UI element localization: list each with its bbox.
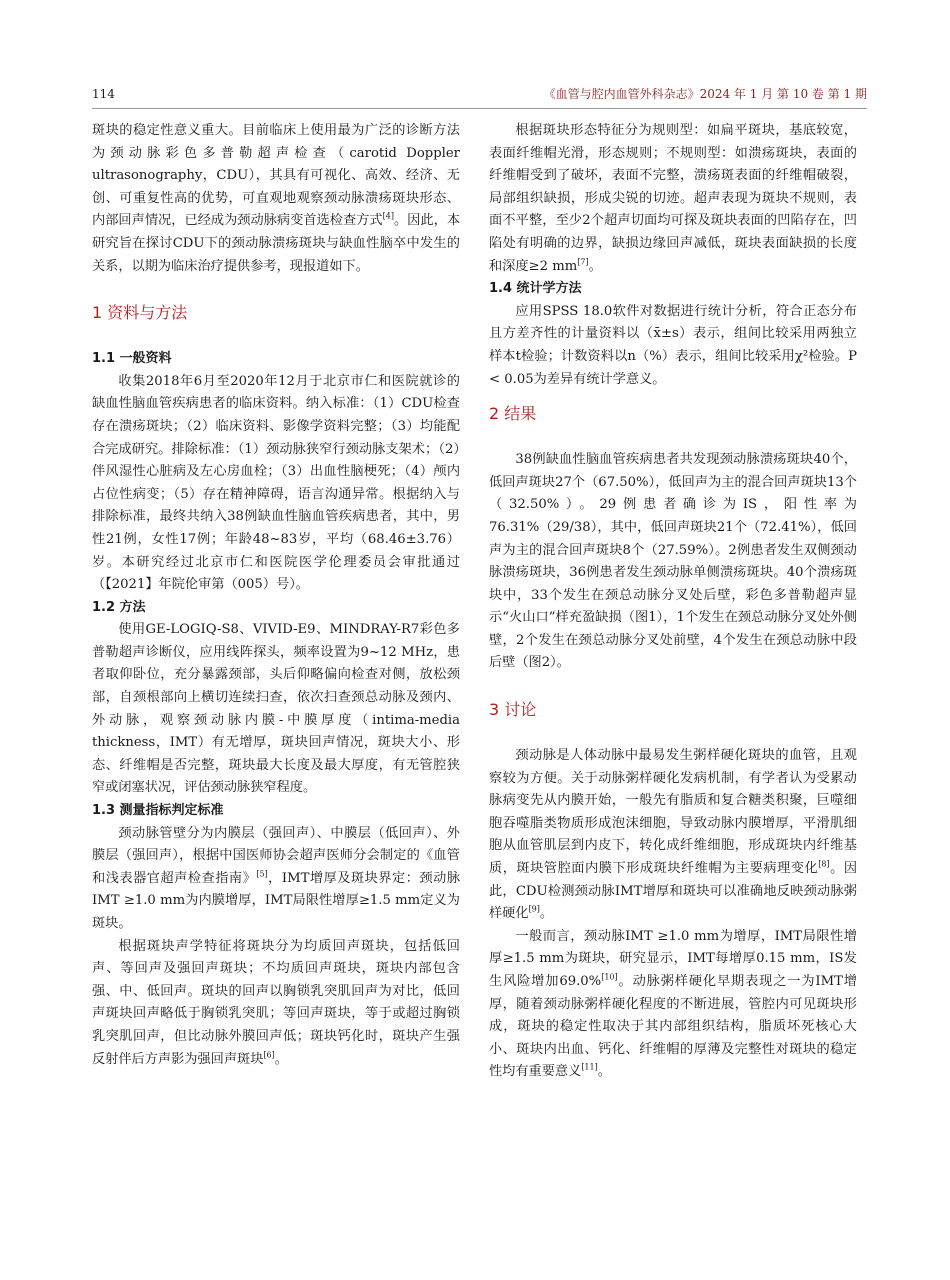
subsection-heading-general: 1.1 一般资料 [92,351,172,367]
paragraph-statistics: 应用SPSS 18.0软件对数据进行统计分析，符合正态分布且方差齐性的计量资料以（x̄±s）表示，组间比较采用两独立样本t检验；计数资料以n（%）表示，组间比较采用χ²检验。P < 0.05为差异有统计学意义。 [489,303,857,387]
citation-ref: [9] [528,904,540,914]
subsection-heading-statistics: 1.4 统计学方法 [489,281,582,297]
subsection-heading-criteria: 1.3 测量指标判定标准 [92,803,224,819]
citation-ref: [5] [256,869,268,879]
section-heading-discussion: 3 讨论 [489,700,537,720]
left-column [92,120,460,1071]
right-column [489,120,857,1084]
citation-ref: [7] [577,257,589,267]
journal-citation: 《血管与腔内血管外科杂志》2024 年 1 月 第 10 卷 第 1 期 [543,87,867,101]
citation-ref: [10] [601,972,618,982]
paragraph-discussion-2: 一般而言，颈动脉IMT ≥1.0 mm为增厚，IMT局限性增厚≥1.5 mm为斑块，研究显示，IMT每增厚0.15 mm，IS发生风险增加69.0%[10]。动脉粥样硬化早期表现之一为IMT增厚，随着颈动脉粥样硬化程度的不断进展，管腔内可见斑块形成，斑块的稳定性取决于其内部组织结构，脂质坏死核心大小、斑块内出血、钙化、纤维帽的厚薄及完整性对斑块的稳定性均有重要意义[11]。 [489,928,857,1080]
paragraph-general-data: 收集2018年6月至2020年12月于北京市仁和医院就诊的缺血性脑血管疾病患者的临床资料。纳入标准：（1）CDU检查存在溃疡斑块；（2）临床资料、影像学资料完整；（3）均能配合完成研究。排除标准：（1）颈动脉狭窄行颈动脉支架术；（2）伴风湿性心脏病及左心房血栓；（3）出血性脑梗死；（4）颅内占位性病变；（5）存在精神障碍，语言沟通异常。根据纳入与排除标准，最终共纳入38例缺血性脑血管疾病患者，其中，男性21例，女性17例；年龄48~83岁，平均（68.46±3.76）岁。本研究经过北京市仁和医院医学伦理委员会审批通过（【2021】年院伦审第（005）号）。 [92,373,460,593]
subsection-heading-method: 1.2 方法 [92,599,146,615]
paragraph-echo-classification: 根据斑块声学特征将斑块分为均质回声斑块，包括低回声、等回声及强回声斑块；不均质回声斑块，斑块内部包含强、中、低回声。斑块的回声以胸锁乳突肌回声为对比，低回声斑块回声略低于胸锁乳突肌；等回声斑块，等于或超过胸锁乳突肌回声，但比动脉外膜回声低；斑块钙化时，斑块产生强反射伴后方声影为强回声斑块[6]。 [92,938,460,1067]
page-number: 114 [92,87,115,101]
section-heading-methods: 1 资料与方法 [92,303,188,323]
paragraph-results: 38例缺血性脑血管疾病患者共发现颈动脉溃疡斑块40个，低回声斑块27个（67.50%），低回声为主的混合回声斑块13个（32.50%）。29例患者确诊为IS，阳性率为76.31%（29/38），其中，低回声斑块21个（72.41%），低回声为主的混合回声斑块8个（27.59%）。2例患者发生双侧颈动脉溃疡斑块，36例患者发生颈动脉单侧溃疡斑块。40个溃疡斑块中，33个发生在颈总动脉分叉处后壁，彩色多普勒超声显示“火山口”样充盈缺损（图1），1个发生在颈总动脉分叉处外侧壁，2个发生在颈总动脉分叉处前壁，4个发生在颈总动脉中段后壁（图2）。 [489,452,857,671]
paragraph-criteria: 颈动脉管壁分为内膜层（强回声）、中膜层（低回声）、外膜层（强回声），根据中国医师协会超声医师分会制定的《血管和浅表器官超声检查指南》[5]，IMT增厚及斑块界定：颈动脉IMT ≥1.0 mm为内膜增厚，IMT局限性增厚≥1.5 mm定义为斑块。 [92,825,461,931]
running-header [92,86,867,109]
section-heading-results: 2 结果 [489,404,537,424]
citation-ref: [8] [818,859,830,869]
paragraph-morphology: 根据斑块形态特征分为规则型：如扁平斑块，基底较宽，表面纤维帽光滑，形态规则；不规则型：如溃疡斑块，表面的纤维帽受到了破坏，表面不完整，溃疡斑表面的纤维帽破裂，局部组织缺损，形成尖锐的切迹。超声表现为斑块不规则，表面不平整，至少2个超声切面均可探及斑块表面的凹陷存在，凹陷处有明确的边界，缺损边缘回声减低，斑块表面缺损的长度和深度≥2 mm[7]。 [489,123,857,274]
citation-ref: [11] [581,1062,598,1072]
paragraph-method: 使用GE-LOGIQ-S8、VIVID-E9、MINDRAY-R7彩色多普勒超声诊断仪，应用线阵探头，频率设置为9~12 MHz，患者取仰卧位，充分暴露颈部，头后仰略偏向检查对侧，放松颈部，自颈根部向上横切连续扫查，依次扫查颈总动脉及颈内、外动脉，观察颈动脉内膜-中膜厚度（intima-media thickness，IMT）有无增厚，斑块回声情况，斑块大小、形态、纤维帽是否完整，斑块最大长度及最大厚度，有无管腔狭窄或闭塞状况，评估颈动脉狭窄程度。 [92,622,460,796]
paragraph-discussion-1: 颈动脉是人体动脉中最易发生粥样硬化斑块的血管，且观察较为方便。关于动脉粥样硬化发病机制，有学者认为受累动脉病变先从内膜开始，一般先有脂质和复合糖类积聚，巨噬细胞吞噬脂类物质形成泡沫细胞，导致动脉内膜增厚，平滑肌细胞从血管肌层到内皮下，转化成纤维细胞，形成斑块内纤维基质，斑块管腔面内膜下形成斑块纤维帽为主要病理变化[8]。因此，CDU检测颈动脉IMT增厚和斑块可以准确地反映颈动脉粥样硬化[9]。 [489,748,858,922]
citation-ref: [6] [263,1050,275,1060]
citation-ref: [4] [382,211,394,221]
paragraph-intro-continued: 斑块的稳定性意义重大。目前临床上使用最为广泛的诊断方法为颈动脉彩色多普勒超声检查（carotid Doppler ultrasonography，CDU），其具有可视化、高效、经济、无创、可重复性高的优势，可直观地观察颈动脉溃疡斑块形态、内部回声情况，已经成为颈动脉病变首选检查方式[4]。因此，本研究旨在探讨CDU下的颈动脉溃疡斑块与缺血性脑卒中发生的关系，以期为临床治疗提供参考，现报道如下。 [92,123,461,274]
